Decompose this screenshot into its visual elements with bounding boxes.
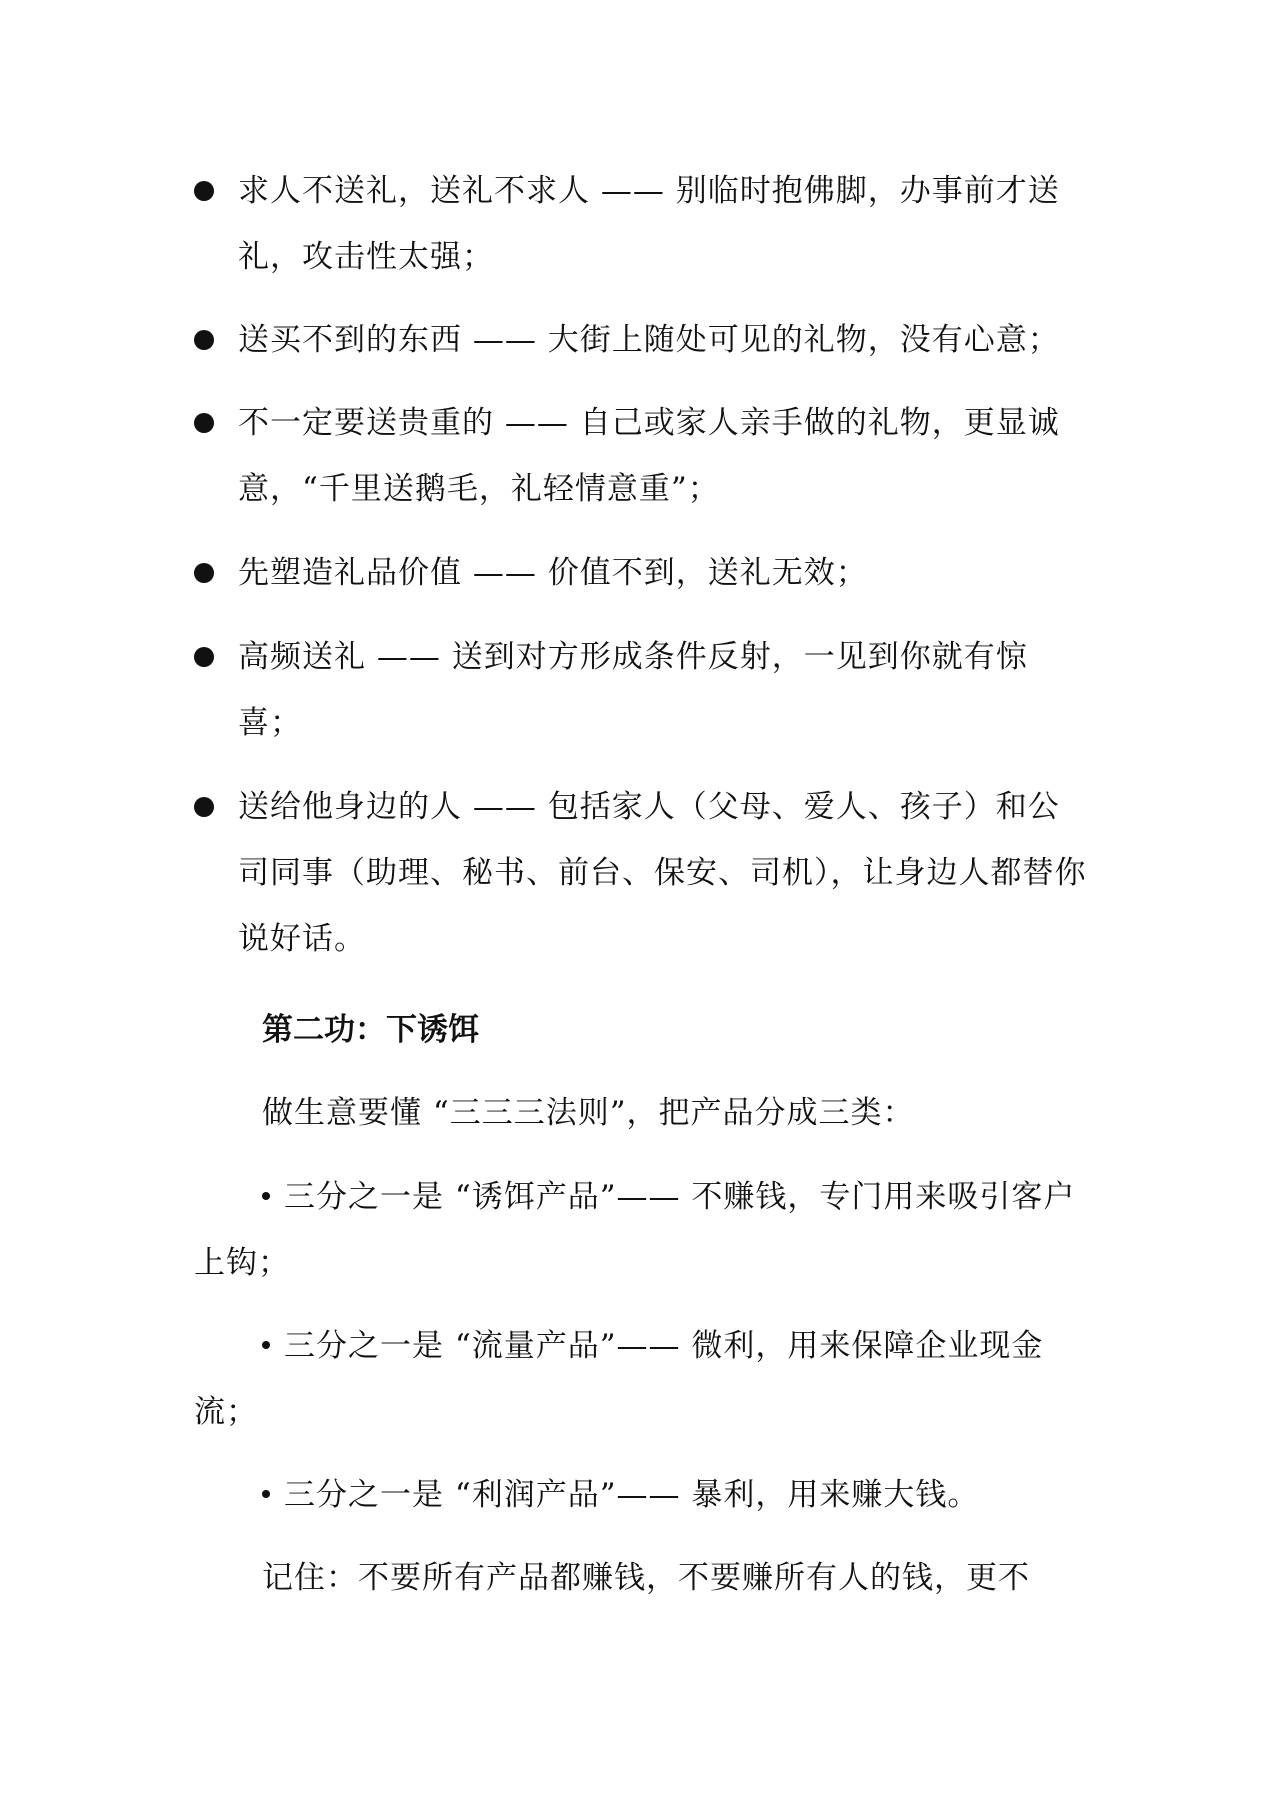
list-item: 求人不送礼，送礼不求人 —— 别临时抱佛脚，办事前才送礼，攻击性太强；	[238, 173, 1060, 275]
rule-item-text: 三分之一是 “流量产品”—— 微利，用来保障企业现金流；	[194, 1328, 1044, 1430]
bullet-dot	[194, 797, 214, 817]
bullet-dot	[262, 1192, 270, 1200]
rule-item	[194, 1313, 1084, 1445]
rule-item-text: 三分之一是 “利润产品”—— 暴利，用来赚大钱。	[284, 1477, 980, 1513]
rule-item	[194, 1164, 1084, 1296]
bullet-dot	[194, 647, 214, 667]
bullet-dot	[194, 563, 214, 583]
rule-item	[194, 1462, 1084, 1528]
rule-item-text: 三分之一是 “诱饵产品”—— 不赚钱，专门用来吸引客户上钩；	[194, 1179, 1076, 1281]
intro-text: 做生意要懂 “三三三法则”，把产品分成三类：	[262, 1095, 915, 1131]
closing-paragraph	[194, 1545, 1084, 1611]
list-item: 先塑造礼品价值 —— 价值不到，送礼无效；	[238, 555, 868, 591]
bullet-dot	[194, 181, 214, 201]
bullet-dot	[262, 1490, 270, 1498]
section-heading: 第二功：下诱饵	[262, 1012, 479, 1048]
intro-paragraph	[194, 1080, 1084, 1146]
list-item: 送给他身边的人 —— 包括家人（父母、爱人、孩子）和公司同事（助理、秘书、前台、保安、司机），让身边人都替你说好话。	[238, 789, 1087, 957]
list-item: 不一定要送贵重的 —— 自己或家人亲手做的礼物，更显诚意，“千里送鹅毛，礼轻情意重”；	[238, 405, 1060, 507]
bullet-dot	[262, 1341, 270, 1349]
bullet-dot	[194, 330, 214, 350]
list-item: 高频送礼 —— 送到对方形成条件反射，一见到你就有惊喜；	[238, 639, 1028, 741]
bullet-dot	[194, 413, 214, 433]
closing-text: 记住：不要所有产品都赚钱，不要赚所有人的钱，更不	[262, 1560, 1030, 1596]
list-item: 送买不到的东西 —— 大街上随处可见的礼物，没有心意；	[238, 322, 1060, 358]
